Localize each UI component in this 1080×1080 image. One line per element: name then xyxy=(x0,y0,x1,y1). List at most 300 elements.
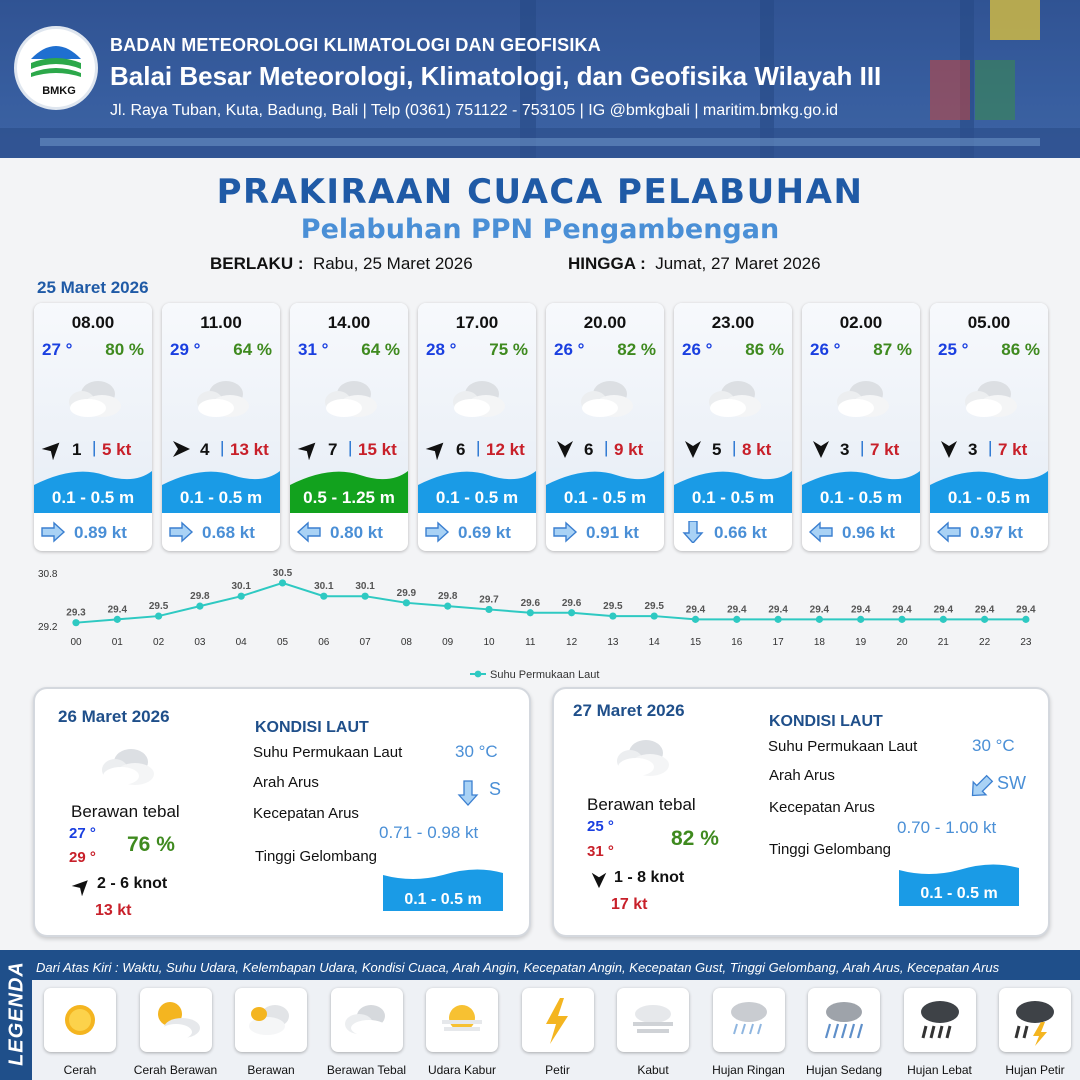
card-current-direction xyxy=(936,521,962,543)
sst-value-label: 30.1 xyxy=(314,581,334,593)
x-tick-label: 08 xyxy=(400,637,412,648)
card-weather xyxy=(574,376,636,420)
card-current-direction xyxy=(680,521,706,543)
x-tick-label: 02 xyxy=(153,637,165,648)
card-wave-height: 0.1 - 0.5 m xyxy=(563,488,647,507)
card-wind-speed: 5 xyxy=(712,440,722,459)
sst-point xyxy=(775,616,782,623)
card-current xyxy=(424,519,534,545)
card-wave-height: 0.1 - 0.5 m xyxy=(435,488,519,507)
card-wind-speed: 7 xyxy=(328,440,338,459)
card-temperature: 26 ° xyxy=(682,340,713,359)
current-arrow-icon xyxy=(808,521,834,543)
panel-temp-min: 25 ° xyxy=(587,818,614,835)
sst-value-label: 29.9 xyxy=(396,587,417,599)
sst-value-label: 29.4 xyxy=(933,604,954,616)
wind-arrow-icon xyxy=(588,870,610,890)
sst-value-label: 29.4 xyxy=(727,604,747,616)
thick-cloud-icon xyxy=(337,994,397,1046)
legend-title: LEGENDA xyxy=(5,961,28,1066)
card-current xyxy=(168,519,278,545)
thick-cloud-icon xyxy=(318,376,380,420)
legend-label: Udara Kabur xyxy=(427,1063,497,1077)
x-tick-label: 22 xyxy=(979,637,991,648)
card-wind-separator: | xyxy=(348,438,353,457)
card-current-speed: 0.66 kt xyxy=(714,523,767,542)
card-current xyxy=(40,519,150,545)
sst-point xyxy=(940,616,947,623)
card-current-speed: 0.91 kt xyxy=(586,523,639,542)
sst-point xyxy=(320,593,327,600)
panel-wind-speed: 1 - 8 knot xyxy=(614,869,685,886)
card-gust: 7 kt xyxy=(870,440,900,459)
sst-value-label: 29.8 xyxy=(437,591,458,603)
sst-value-label: 29.3 xyxy=(66,607,86,619)
card-current-speed: 0.89 kt xyxy=(74,523,127,542)
card-wind xyxy=(936,438,1046,460)
wave-height-label: Tinggi Gelombang xyxy=(255,848,378,865)
day2-panel xyxy=(33,687,531,937)
current-arrow-icon xyxy=(680,521,706,543)
current-arrow-icon xyxy=(968,773,994,801)
x-tick-label: 21 xyxy=(937,637,949,648)
current-speed-value: 0.70 - 1.00 kt xyxy=(897,818,997,837)
legend-item xyxy=(522,988,594,1052)
card-current-speed: 0.80 kt xyxy=(330,523,383,542)
card-current-direction xyxy=(168,521,194,543)
x-tick-label: 11 xyxy=(525,637,536,648)
forecast-card xyxy=(34,303,152,551)
card-wind-separator: | xyxy=(476,438,481,457)
card-gust: 9 kt xyxy=(614,440,644,459)
sst-point xyxy=(651,612,658,619)
card-wind-speed: 6 xyxy=(456,440,466,459)
card-humidity: 82 % xyxy=(617,340,656,359)
x-tick-label: 05 xyxy=(276,637,289,648)
sst-point xyxy=(609,612,616,619)
thick-cloud-icon xyxy=(95,744,157,788)
x-tick-label: 06 xyxy=(318,637,330,648)
current-arrow-icon xyxy=(40,521,66,543)
x-tick-label: 10 xyxy=(483,637,495,648)
legend-item xyxy=(44,988,116,1052)
x-tick-label: 23 xyxy=(1020,637,1032,648)
sst-point xyxy=(155,612,162,619)
sun-icon xyxy=(50,994,110,1046)
thick-cloud-icon xyxy=(830,376,892,420)
sst-label: Suhu Permukaan Laut xyxy=(768,738,918,755)
sea-condition-title: KONDISI LAUT xyxy=(769,713,883,730)
panel-condition: Berawan tebal xyxy=(587,795,696,814)
forecast-card xyxy=(162,303,280,551)
card-humidity: 64 % xyxy=(233,340,272,359)
sst-point xyxy=(816,616,823,623)
sst-point xyxy=(485,606,492,613)
x-tick-label: 14 xyxy=(648,637,660,648)
card-wind-speed: 4 xyxy=(200,440,210,459)
legend-label: Berawan Tebal xyxy=(326,1063,407,1077)
wind-arrow-icon xyxy=(296,438,322,460)
card-current xyxy=(552,519,662,545)
current-direction-arrow xyxy=(968,773,994,801)
card-wind-direction xyxy=(808,438,834,460)
card-temperature: 27 ° xyxy=(42,340,73,359)
sst-point xyxy=(72,619,79,626)
x-tick-label: 01 xyxy=(111,637,123,648)
sst-point xyxy=(692,616,699,623)
sst-value: 30 °C xyxy=(455,742,498,761)
panel-wind-speed: 2 - 6 knot xyxy=(97,875,168,892)
legend-label: Kabut xyxy=(637,1063,669,1077)
card-wind-direction xyxy=(40,438,66,460)
page-title: PRAKIRAAN CUACA PELABUHAN xyxy=(216,172,864,212)
card-wind xyxy=(296,438,406,460)
x-tick-label: 13 xyxy=(607,637,619,648)
card-wind-direction xyxy=(424,438,450,460)
wind-arrow-icon xyxy=(424,438,450,460)
card-wind-speed: 6 xyxy=(584,440,594,459)
card-wind xyxy=(552,438,662,460)
sst-value-label: 29.4 xyxy=(850,604,871,616)
current-arrow-icon xyxy=(168,521,194,543)
haze-icon xyxy=(432,994,492,1046)
hourly-forecast-cards xyxy=(34,303,1054,551)
wave-height-value: 0.1 - 0.5 m xyxy=(920,885,998,902)
current-direction-value: S xyxy=(489,779,502,799)
card-wave-height: 0.1 - 0.5 m xyxy=(691,488,775,507)
sun-cloud-icon xyxy=(146,994,206,1046)
panel-humidity: 82 % xyxy=(671,827,719,850)
sst-point xyxy=(114,616,121,623)
legend-label: Cerah Berawan xyxy=(133,1063,218,1077)
legend-label: Hujan Petir xyxy=(1005,1063,1065,1077)
wind-arrow-icon xyxy=(808,438,834,460)
legend-side xyxy=(0,950,32,1080)
wind-arrow-icon xyxy=(40,438,66,460)
panel-date: 27 Maret 2026 xyxy=(573,701,685,720)
valid-from xyxy=(210,254,473,274)
card-gust: 13 kt xyxy=(230,440,269,459)
card-weather xyxy=(958,376,1020,420)
legend-item xyxy=(904,988,976,1052)
panel-wind-direction xyxy=(71,876,93,896)
sst-point xyxy=(568,609,575,616)
card-weather xyxy=(702,376,764,420)
card-wind-direction xyxy=(296,438,322,460)
panel-weather xyxy=(95,744,157,788)
wind-arrow-icon xyxy=(936,438,962,460)
sst-point xyxy=(857,616,864,623)
card-time: 20.00 xyxy=(583,313,627,332)
card-wind-speed: 1 xyxy=(72,440,82,459)
x-tick-label: 18 xyxy=(813,637,825,648)
x-tick-label: 17 xyxy=(772,637,784,648)
card-time: 17.00 xyxy=(455,313,499,332)
card-wave-height: 0.1 - 0.5 m xyxy=(51,488,135,507)
panel-weather xyxy=(610,735,672,779)
card-weather xyxy=(62,376,124,420)
valid-to-value: Jumat, 27 Maret 2026 xyxy=(655,254,821,273)
current-direction-label: Arah Arus xyxy=(769,767,835,784)
legend-label: Cerah xyxy=(63,1063,97,1077)
card-weather xyxy=(318,376,380,420)
card-time: 14.00 xyxy=(327,313,371,332)
cloud-icon xyxy=(241,994,301,1046)
panel-temp-max: 31 ° xyxy=(587,843,614,860)
panel-condition: Berawan tebal xyxy=(71,802,180,821)
legend-label: Suhu Permukaan Laut xyxy=(490,669,600,681)
sst-point xyxy=(733,616,740,623)
valid-to-label: HINGGA : xyxy=(568,254,646,273)
bmkg-logo xyxy=(14,26,98,110)
card-temperature: 26 ° xyxy=(810,340,841,359)
heavy-rain-icon xyxy=(910,994,970,1046)
card-wind-speed: 3 xyxy=(968,440,978,459)
panel-temp-min: 27 ° xyxy=(69,825,96,842)
x-tick-label: 19 xyxy=(855,637,867,648)
card-wind xyxy=(680,438,790,460)
forecast-card xyxy=(802,303,920,551)
wind-arrow-icon xyxy=(680,438,706,460)
thick-cloud-icon xyxy=(574,376,636,420)
legend-item xyxy=(331,988,403,1052)
legend-label: Hujan Ringan xyxy=(712,1063,785,1077)
office-contact: Jl. Raya Tuban, Kuta, Badung, Bali | Telp (0361) 751122 - 753105 | IG @bmkgbali | maritim.bmkg.go.id xyxy=(110,102,839,119)
card-temperature: 31 ° xyxy=(298,340,329,359)
legend-description: Dari Atas Kiri : Waktu, Suhu Udara, Kelembapan Udara, Kondisi Cuaca, Arah Angin, Kecepatan Angin, Kecepatan Gust, Tinggi Gelombang, Arah Arus, Kecepatan Arus xyxy=(36,960,1000,975)
forecast-card xyxy=(418,303,536,551)
day1-date: 25 Maret 2026 xyxy=(37,278,149,297)
card-temperature: 26 ° xyxy=(554,340,585,359)
sst-value-label: 29.7 xyxy=(479,594,499,606)
header-banner xyxy=(0,0,1080,158)
card-wave-height: 0.1 - 0.5 m xyxy=(179,488,263,507)
sst-point xyxy=(362,593,369,600)
card-wind-direction xyxy=(168,438,194,460)
thick-cloud-icon xyxy=(702,376,764,420)
card-current-speed: 0.97 kt xyxy=(970,523,1023,542)
card-current-direction xyxy=(40,521,66,543)
card-gust: 5 kt xyxy=(102,440,132,459)
y-tick-label: 30.8 xyxy=(38,569,58,580)
sst-point xyxy=(403,599,410,606)
sst-value-label: 29.5 xyxy=(603,601,623,613)
sst-value-label: 29.8 xyxy=(190,591,210,603)
card-current-direction xyxy=(296,521,322,543)
logo-text: BMKG xyxy=(42,85,76,97)
sst-value-label: 29.4 xyxy=(974,604,995,616)
wind-arrow-icon xyxy=(552,438,578,460)
legend-label: Hujan Sedang xyxy=(805,1063,883,1077)
card-humidity: 87 % xyxy=(873,340,912,359)
card-temperature: 28 ° xyxy=(426,340,457,359)
card-wave-height: 0.5 - 1.25 m xyxy=(303,488,395,507)
current-speed-label: Kecepatan Arus xyxy=(253,805,359,822)
card-weather xyxy=(830,376,892,420)
forecast-card xyxy=(674,303,792,551)
card-wind-separator: | xyxy=(860,438,865,457)
card-wind-direction xyxy=(936,438,962,460)
sst-value-label: 29.4 xyxy=(768,604,788,616)
card-wind-direction xyxy=(552,438,578,460)
wind-arrow-icon xyxy=(71,876,93,896)
legend-label: Hujan Lebat xyxy=(907,1063,972,1077)
legend-item xyxy=(426,988,498,1052)
card-humidity: 75 % xyxy=(489,340,528,359)
x-tick-label: 00 xyxy=(70,637,82,648)
thick-cloud-icon xyxy=(62,376,124,420)
card-current-direction xyxy=(808,521,834,543)
x-tick-label: 16 xyxy=(731,637,743,648)
card-weather xyxy=(446,376,508,420)
card-wave-height: 0.1 - 0.5 m xyxy=(947,488,1031,507)
forecast-card xyxy=(546,303,664,551)
sst-point xyxy=(279,579,286,586)
card-temperature: 29 ° xyxy=(170,340,201,359)
current-direction-value: SW xyxy=(997,773,1026,793)
card-current xyxy=(680,519,790,545)
day3-panel xyxy=(552,687,1050,937)
current-direction-arrow xyxy=(455,779,481,807)
card-current-direction xyxy=(424,521,450,543)
sst-value-label: 29.4 xyxy=(892,604,912,616)
current-speed-label: Kecepatan Arus xyxy=(769,799,875,816)
sst-point xyxy=(1022,616,1029,623)
card-gust: 12 kt xyxy=(486,440,525,459)
sst-value-label: 30.1 xyxy=(355,581,375,593)
sst-value-label: 30.1 xyxy=(231,581,251,593)
current-arrow-icon xyxy=(424,521,450,543)
sst-value-label: 29.6 xyxy=(520,597,541,609)
office-name: Balai Besar Meteorologi, Klimatologi, dan Geofisika Wilayah III xyxy=(110,61,882,91)
current-direction-label: Arah Arus xyxy=(253,774,319,791)
sst-value: 30 °C xyxy=(972,736,1015,755)
card-wind-separator: | xyxy=(92,438,97,457)
x-tick-label: 03 xyxy=(194,637,206,648)
card-humidity: 86 % xyxy=(745,340,784,359)
panel-wind-direction xyxy=(588,870,610,890)
legend-item xyxy=(617,988,689,1052)
card-wind xyxy=(168,438,278,460)
lightning-icon xyxy=(528,994,588,1046)
card-humidity: 86 % xyxy=(1001,340,1040,359)
legend xyxy=(0,950,1080,1080)
card-time: 02.00 xyxy=(839,313,883,332)
panel-temp-max: 29 ° xyxy=(69,849,96,866)
card-wind-separator: | xyxy=(604,438,609,457)
x-tick-label: 04 xyxy=(235,637,247,648)
card-wind-speed: 3 xyxy=(840,440,850,459)
sst-point xyxy=(898,616,905,623)
panel-gust: 17 kt xyxy=(611,896,648,913)
current-arrow-icon xyxy=(455,779,481,807)
valid-from-label: BERLAKU : xyxy=(210,254,304,273)
card-wind-separator: | xyxy=(988,438,993,457)
sst-line xyxy=(76,583,1026,623)
wave-height-label: Tinggi Gelombang xyxy=(769,841,892,858)
valid-from-value: Rabu, 25 Maret 2026 xyxy=(312,254,473,273)
legend-label: Petir xyxy=(545,1063,570,1077)
sst-point xyxy=(444,603,451,610)
thick-cloud-icon xyxy=(190,376,252,420)
panel-gust: 13 kt xyxy=(95,902,132,919)
wind-arrow-icon xyxy=(168,438,194,460)
card-wave-height: 0.1 - 0.5 m xyxy=(819,488,903,507)
legend-item xyxy=(235,988,307,1052)
legend-label: Berawan xyxy=(247,1063,295,1077)
sst-value-label: 29.4 xyxy=(1016,604,1036,616)
card-humidity: 80 % xyxy=(105,340,144,359)
sst-label: Suhu Permukaan Laut xyxy=(253,744,403,761)
card-gust: 15 kt xyxy=(358,440,397,459)
sst-chart xyxy=(0,560,1080,685)
panel-date: 26 Maret 2026 xyxy=(58,707,170,726)
sst-point xyxy=(196,603,203,610)
panel-humidity: 76 % xyxy=(127,833,175,856)
card-wind-separator: | xyxy=(732,438,737,457)
card-gust: 7 kt xyxy=(998,440,1028,459)
thick-cloud-icon xyxy=(446,376,508,420)
forecast-card xyxy=(290,303,408,551)
card-current-speed: 0.96 kt xyxy=(842,523,895,542)
card-wind-direction xyxy=(680,438,706,460)
sst-value-label: 29.5 xyxy=(644,601,664,613)
light-rain-icon xyxy=(719,994,779,1046)
x-tick-label: 12 xyxy=(566,637,578,648)
valid-to xyxy=(568,254,821,274)
current-arrow-icon xyxy=(936,521,962,543)
x-tick-label: 15 xyxy=(689,637,702,648)
card-temperature: 25 ° xyxy=(938,340,969,359)
card-current-speed: 0.69 kt xyxy=(458,523,511,542)
sst-value-label: 29.4 xyxy=(809,604,830,616)
card-weather xyxy=(190,376,252,420)
x-tick-label: 09 xyxy=(442,637,454,648)
sst-value-label: 29.4 xyxy=(107,604,128,616)
legend-icons xyxy=(32,980,1080,1080)
wave-height-value: 0.1 - 0.5 m xyxy=(404,891,482,908)
legend-marker xyxy=(475,671,482,678)
card-current xyxy=(296,519,406,545)
current-arrow-icon xyxy=(552,521,578,543)
card-wind xyxy=(424,438,534,460)
card-time: 11.00 xyxy=(200,313,242,332)
card-wind xyxy=(808,438,918,460)
legend-item xyxy=(999,988,1071,1052)
sst-value-label: 29.4 xyxy=(685,604,706,616)
x-tick-label: 20 xyxy=(896,637,908,648)
moderate-rain-icon xyxy=(814,994,874,1046)
sst-point xyxy=(981,616,988,623)
port-name: Pelabuhan PPN Pengambengan xyxy=(300,214,780,245)
sst-point xyxy=(527,609,534,616)
sea-condition-title: KONDISI LAUT xyxy=(255,719,369,736)
card-current-direction xyxy=(552,521,578,543)
card-time: 05.00 xyxy=(967,313,1011,332)
fog-icon xyxy=(623,994,683,1046)
card-current xyxy=(936,519,1046,545)
current-speed-value: 0.71 - 0.98 kt xyxy=(379,823,479,842)
forecast-card xyxy=(930,303,1048,551)
card-humidity: 64 % xyxy=(361,340,400,359)
card-wind xyxy=(40,438,150,460)
sst-value-label: 30.5 xyxy=(272,567,293,579)
card-current-speed: 0.68 kt xyxy=(202,523,255,542)
thick-cloud-icon xyxy=(610,735,672,779)
card-time: 08.00 xyxy=(71,313,115,332)
y-tick-label: 29.2 xyxy=(38,622,58,633)
agency-name: BADAN METEOROLOGI KLIMATOLOGI DAN GEOFISIKA xyxy=(110,35,601,55)
